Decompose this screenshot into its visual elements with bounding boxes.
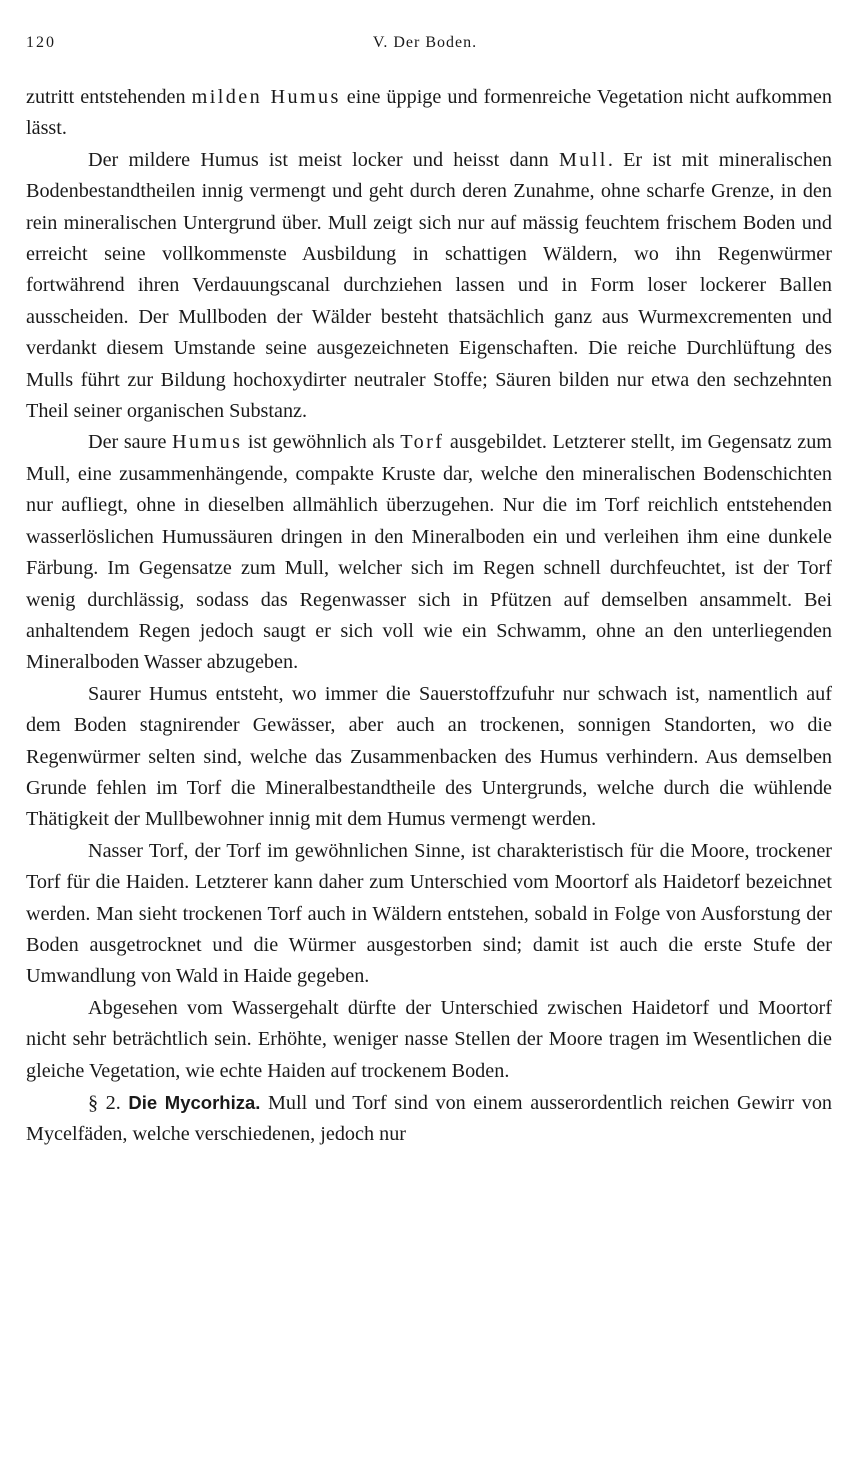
body-text bbox=[26, 82, 832, 1151]
spaced-term: Torf bbox=[400, 431, 445, 454]
text-run: Der saure bbox=[88, 431, 172, 454]
paragraph bbox=[26, 145, 832, 428]
text-run: ist gewöhnlich als bbox=[242, 431, 401, 454]
section-heading: Die Mycorhiza. bbox=[128, 1092, 261, 1113]
page-number: 120 bbox=[26, 34, 56, 51]
paragraph bbox=[26, 679, 832, 836]
text-run: Der mildere Humus ist meist locker und heisst dann bbox=[88, 148, 559, 171]
paragraph bbox=[26, 82, 832, 145]
text-run: Saurer Humus entsteht, wo immer die Sauerstoffzufuhr nur schwach ist, namentlich auf dem Boden stagnirender Gewässer, aber auch an trockenen, sonnigen Standorten, wo die Regenwürmer selten sind, welche das Zusammenbacken des Humus verhindern. Aus demselben Grunde fehlen im Torf die Mineralbestandtheile des Untergrunds, welche durch die wühlende Thätigkeit der Mullbewohner innig mit dem Humus vermengt werden. bbox=[26, 682, 832, 831]
text-run: § 2. bbox=[88, 1092, 129, 1114]
paragraph bbox=[26, 836, 832, 993]
text-run: Nasser Torf, der Torf im gewöhnlichen Sinne, ist charakteristisch für die Moore, trockener Torf für die Haiden. Letzterer kann daher zum Unterschied vom Moortorf als Haidetorf bezeichnet werden. Man sieht trockenen Torf auch in Wäldern entstehen, sobald in Folge von Ausforstung der Boden ausgetrocknet und die Würmer ausgestorben sind; damit ist auch die erste Stufe der Umwandlung von Wald in Haide gegeben. bbox=[26, 839, 832, 988]
spaced-term: Mull bbox=[558, 148, 608, 171]
text-run: Abgesehen vom Wassergehalt dürfte der Unterschied zwischen Haidetorf und Moortorf nicht sehr beträchtlich sein. Erhöhte, weniger nasse Stellen der Moore tragen im Wesentlichen die gleiche Vegetation, wie echte Haiden auf trockenem Boden. bbox=[26, 996, 832, 1082]
text-run: zutritt entstehenden bbox=[26, 86, 192, 108]
paragraph bbox=[26, 427, 832, 678]
paragraph bbox=[26, 993, 832, 1087]
running-title: V. Der Boden. bbox=[372, 34, 478, 51]
running-head bbox=[26, 34, 824, 60]
spaced-term: Humus bbox=[172, 431, 243, 454]
text-run: . Er ist mit mineralischen Bodenbestandtheilen innig vermengt und geht durch deren Zunahme, ohne scharfe Grenze, in den rein mineralischen Untergrund über. Mull zeigt sich nur auf mässig feuchtem frischem Boden und erreicht seine vollkommenste Ausbildung in schattigen Wäldern, wo ihn Regenwürmer fortwährend ihren Verdauungscanal durchziehen lassen und in Form loser lockerer Ballen ausscheiden. Der Mullboden der Wälder besteht thatsächlich ganz aus Wurmexcrementen und verdankt diesem Umstande seine ausgezeichneten Eigenschaften. Die reiche Durchlüftung des Mulls führt zur Bildung hochoxydirter neutraler Stoffe; Säuren bilden nur etwa den sechzehnten Theil seiner organischen Substanz. bbox=[26, 148, 832, 423]
text-run: eine üppige und formenreiche Vegetation nicht aufkommen lässt. bbox=[26, 86, 832, 140]
spaced-term: milden Humus bbox=[191, 86, 341, 108]
paragraph bbox=[26, 1087, 832, 1151]
text-run: ausgebildet. Letzterer stellt, im Gegensatz zum Mull, eine zusammenhängende, compakte Kruste dar, welche den mineralischen Bodenschichten nur aufliegt, ohne in dieselben allmählich überzugehen. Nur die im Torf reichlich entstehenden wasserlöslichen Humussäuren dringen in den Mineralboden ein und verleihen ihm eine dunkele Färbung. Im Gegensatze zum Mull, welcher sich im Regen schnell durchfeuchtet, ist der Torf wenig durchlässig, sodass das Regenwasser sich in Pfützen auf demselben ansammelt. Bei anhaltendem Regen jedoch saugt er sich voll wie ein Schwamm, ohne an den unterliegenden Mineralboden Wasser abzugeben. bbox=[26, 431, 832, 674]
text-run: Mull und Torf sind von einem ausserordentlich reichen Gewirr von Mycelfäden, welche verschiedenen, jedoch nur bbox=[26, 1092, 833, 1146]
